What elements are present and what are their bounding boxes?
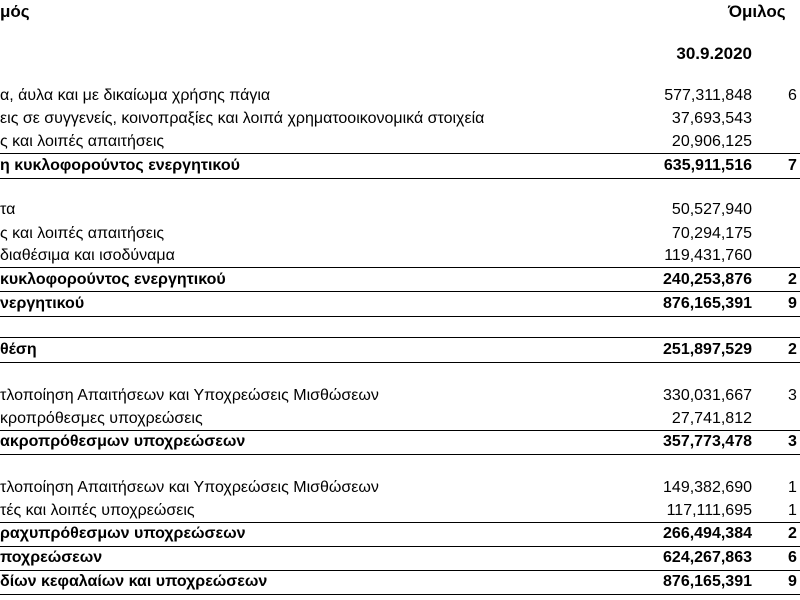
row-next-column-value: 1: [788, 502, 797, 519]
row-label: ς και λοιπές απαιτήσεις: [0, 225, 165, 242]
row-value: 27,741,812: [671, 410, 752, 427]
row-label: τα: [0, 201, 16, 218]
row-label: α, άυλα και με δικαίωμα χρήσης πάγια: [0, 87, 271, 104]
group-column-header: Όμιλος: [728, 2, 786, 21]
subtotal-label: ακροπρόθεσμων υποχρεώσεων: [0, 433, 246, 450]
row-next-column-value: 3: [788, 387, 797, 404]
row-next-column-value: 7: [788, 157, 797, 174]
subtotal-label: κυκλοφορούντος ενεργητικού: [0, 271, 226, 288]
row-value: 20,906,125: [671, 133, 752, 150]
divider: [0, 546, 800, 547]
subtotal-value: 357,773,478: [663, 433, 752, 450]
subtotal-value: 266,494,384: [663, 525, 752, 542]
subtotal-label: η κυκλοφορούντος ενεργητικού: [0, 157, 240, 174]
row-next-column-value: 2: [788, 341, 797, 358]
equity-label: θέση: [0, 341, 37, 358]
row-value: 119,431,760: [664, 247, 752, 264]
row-next-column-value: 6: [788, 87, 797, 104]
row-next-column-value: 9: [788, 573, 797, 590]
total-value: 876,165,391: [663, 295, 752, 312]
row-label: τλοποίηση Απαιτήσεων και Υποχρεώσεις Μισθώσεων: [0, 387, 379, 404]
divider: [0, 454, 800, 455]
divider: [0, 178, 800, 179]
divider: [0, 430, 800, 431]
divider: [0, 267, 800, 268]
divider: [0, 153, 800, 154]
row-label: τές και λοιπές υποχρεώσεις: [0, 502, 195, 519]
row-value: 577,311,848: [664, 87, 752, 104]
total-label: νεργητικού: [0, 295, 85, 312]
subtotal-value: 635,911,516: [663, 157, 752, 174]
row-label: ς και λοιπές απαιτήσεις: [0, 133, 165, 150]
subtotal-value: 240,253,876: [663, 271, 752, 288]
subtotal-label: ραχυπρόθεσμων υποχρεώσεων: [0, 525, 246, 542]
divider: [0, 362, 800, 363]
row-next-column-value: 3: [788, 433, 797, 450]
row-label: τλοποίηση Απαιτήσεων και Υποχρεώσεις Μισθώσεων: [0, 479, 379, 496]
row-next-column-value: 9: [788, 295, 797, 312]
total-value: 624,267,863: [663, 549, 752, 566]
row-value: 330,031,667: [663, 387, 752, 404]
divider: [0, 570, 800, 571]
divider: [0, 522, 800, 523]
row-label: διαθέσιμα και ισοδύναμα: [0, 247, 175, 264]
section-title: μός: [0, 2, 30, 21]
row-value: 149,382,690: [663, 479, 752, 496]
row-value: 117,111,695: [666, 502, 752, 519]
row-next-column-value: 2: [788, 271, 797, 288]
row-value: 70,294,175: [671, 225, 752, 242]
equity-value: 251,897,529: [663, 341, 752, 358]
total-label: ποχρεώσεων: [0, 549, 103, 566]
row-next-column-value: 2: [788, 525, 797, 542]
divider: [0, 291, 800, 292]
divider: [0, 594, 800, 595]
row-label: κροπρόθεσμες υποχρεώσεις: [0, 410, 203, 427]
grand-total-value: 876,165,391: [663, 573, 752, 590]
grand-total-label: δίων κεφαλαίων και υποχρεώσεων: [0, 573, 268, 590]
divider: [0, 316, 800, 317]
divider: [0, 337, 800, 338]
row-next-column-value: 1: [788, 479, 797, 496]
row-value: 37,693,543: [671, 110, 752, 127]
date-column-header: 30.9.2020: [676, 44, 752, 63]
row-value: 50,527,940: [671, 201, 752, 218]
row-next-column-value: 6: [788, 549, 797, 566]
row-label: εις σε συγγενείς, κοινοπραξίες και λοιπά χρηματοοικονομικά στοιχεία: [0, 110, 485, 127]
